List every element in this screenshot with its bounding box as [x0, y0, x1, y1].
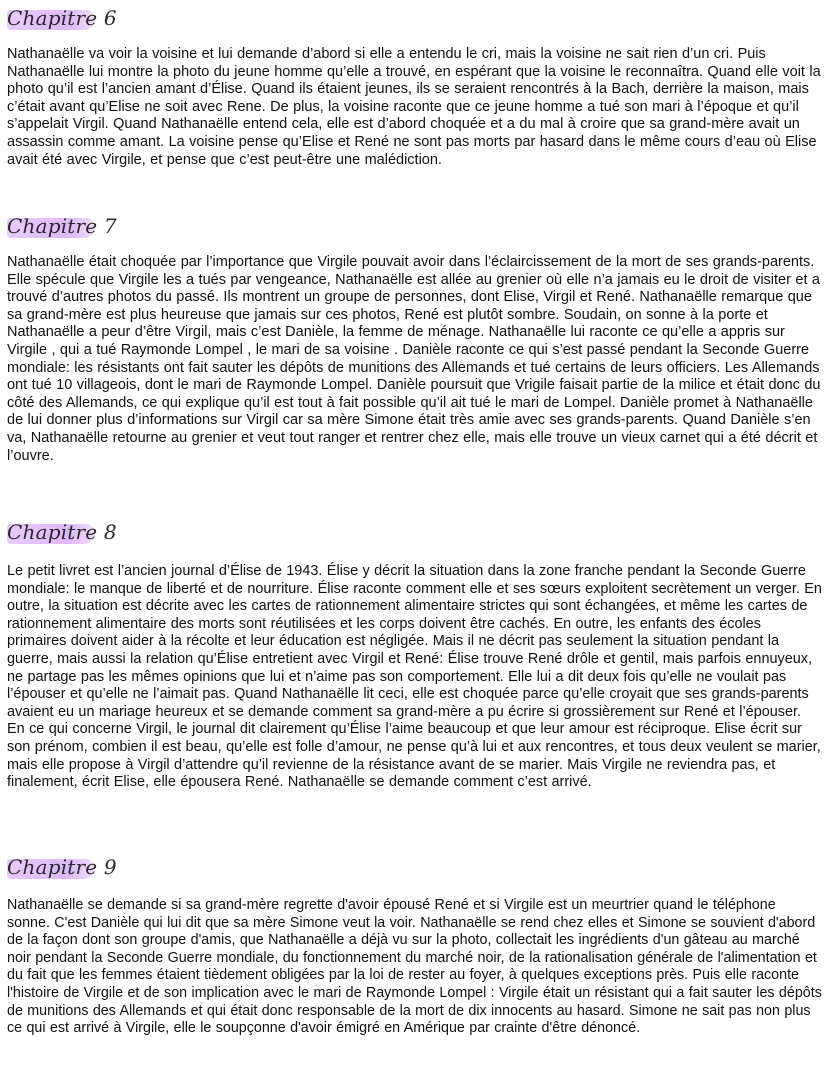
chapter-7-section — [7, 212, 822, 465]
chapter-heading — [7, 518, 822, 548]
chapter-8-section — [7, 518, 822, 792]
chapter-title: Chapitre 9 — [7, 855, 117, 879]
chapter-title: Chapitre 8 — [7, 520, 117, 544]
chapter-heading — [7, 853, 822, 883]
chapter-paragraph: Nathanaëlle était choquée par l’importance que Virgile pouvait avoir dans l’éclaircissement de la mort de ses grands-parents. Elle spécule que Virgile les a tués par vengeance, Nathanaëlle est allée au grenier où elle n’a jamais eu le droit de visiter et a trouvé d’autres photos du passé. Ils montrent un groupe de personnes, dont Elise, Virgil et René. Nathanaëlle remarque que sa grand-mère est plus heureuse que jamais sur ces photos, René est plutôt sombre. Soudain, on sonne à la porte et Nathanaëlle a peur d’être Virgil, mais c’est Danièle, la femme de ménage. Nathanaëlle lui raconte ce qu’elle a appris sur Virgile , qui a tué Raymonde Lompel , le mari de sa voisine . Danièle raconte ce qui s’est passé pendant la Seconde Guerre mondiale: les résistants ont fait sauter les dépôts de munitions des Allemands et tué certains de leurs officiers. Les Allemands ont tué 10 villageois, dont le mari de Raymonde Lompel. Danièle poursuit que Vrigile faisait partie de la milice et était donc du côté des Allemands, ce qui explique qu’il est tout à fait possible qu’il ait tué le mari de Lompel. Danièle promet à Nathanaëlle de lui donner plus d’informations sur Virgil car sa mère Simone était très amie avec ses grands-parents. Quand Danièle s’en va, Nathanaëlle retourne au grenier et veut tout ranger et rentrer chez elle, mais elle trouve un vieux carnet qui a été décrit et l’ouvre. — [7, 254, 821, 464]
chapter-paragraph: Nathanaëlle va voir la voisine et lui demande d’abord si elle a entendu le cri, mais la voisine ne sait rien d’un cri. Puis Nathanaëlle lui montre la photo du jeune homme qu’elle a trouvé, en espérant que la voisine le reconnaîtra. Quand elle voit la photo qu’il est l’ancien amant d’Élise. Quand ils étaient jeunes, ils se seraient rencontrés à la Bach, derrière la maison, mais c’était avant qu’Elise ne soit avec Rene. De plus, la voisine raconte que ce jeune homme a tué son mari à l’époque et qu’il s’appelait Virgil. Quand Nathanaëlle entend cela, elle est d’abord choquée et a du mal à croire que sa grand-mère avait un assassin comme amant. La voisine pense qu’Elise et René ne sont pas morts par hasard dans le même cours d’eau où Elise avait été avec Virgile, et pense que c’est peut-être une malédiction. — [7, 46, 821, 168]
chapter-title: Chapitre 7 — [7, 214, 117, 238]
chapter-paragraph: Nathanaëlle se demande si sa grand-mère regrette d'avoir épousé René et si Virgile est un meurtrier quand le téléphone sonne. C'est Danièle qui lui dit que sa mère Simone veut la voir. Nathanaëlle se rend chez elles et Simone se souvient d'abord de la façon dont son groupe d'amis, que Nathanaëlle a déjà vu sur la photo, collectait les ingrédients d'un gâteau au marché noir pendant la Seconde Guerre mondiale, du fonctionnement du marché noir, de la rationalisation générale de l'alimentation et du fait que les femmes étaient tièdement obligées par la loi de rester au foyer, à quelques exceptions près. Puis elle raconte l'histoire de Virgile et de son implication avec le mari de Raymonde Lompel : Virgile était un résistant qui a fait sauter les dépôts de munitions des Allemands et qui était donc responsable de la mort de dix innocents au hasard. Simone ne sait pas non plus ce qui est arrivé à Virgile, elle le soupçonne d'avoir émigré en Amérique par crainte d'être dénoncé. — [7, 897, 822, 1037]
chapter-paragraph: Le petit livret est l’ancien journal d’Élise de 1943. Élise y décrit la situation dans la zone franche pendant la Seconde Guerre mondiale: le manque de liberté et de nourriture. Élise raconte comment elle et ses sœurs exploitent secrètement un verger. En outre, la situation est décrite avec les cartes de rationnement alimentaire strictes qui sont échangées, et même les cartes de rationnement alimentaire des morts sont réutilisées et les corps doivent être cachés. En outre, les enfants des écoles primaires doivent aider à la récolte et leur éducation est négligée. Mais il ne décrit pas seulement la situation pendant la guerre, mais aussi la relation qu’Élise entretient avec Virgil et René: Élise trouve René drôle et gentil, mais parfois ennuyeux, ne partage pas les mêmes opinions que lui et n’aime pas son comportement. Elle lui a dit deux fois qu’elle ne voulait pas l’épouser et qu’elle ne l’aimait pas. Quand Nathanaëlle lit ceci, elle est choquée parce qu’elle croyait que ses grands-parents avaient eu un mariage heureux et se demande comment sa grand-mère a pu écrire si grossièrement sur René et l’épouser. En ce qui concerne Virgil, le journal dit clairement qu’Élise l’aime beaucoup et que leur amour est réciproque. Elise écrit sur son prénom, combien il est beau, qu’elle est folle d’amour, ne pense qu’à lui et aux rencontres, et tous deux veulent se marier, mais elle propose à Virgil d’attendre qu’il revienne de la résistance avant de se marier. Mais Virgile ne reviendra pas, et finalement, écrit Elise, elle épousera René. Nathanaëlle se demande comment c’est arrivé. — [7, 563, 822, 791]
chapter-9-section — [7, 853, 822, 1038]
chapter-heading — [7, 4, 822, 34]
chapter-heading — [7, 212, 822, 242]
chapter-6-section — [7, 4, 822, 169]
chapter-title: Chapitre 6 — [7, 6, 117, 30]
